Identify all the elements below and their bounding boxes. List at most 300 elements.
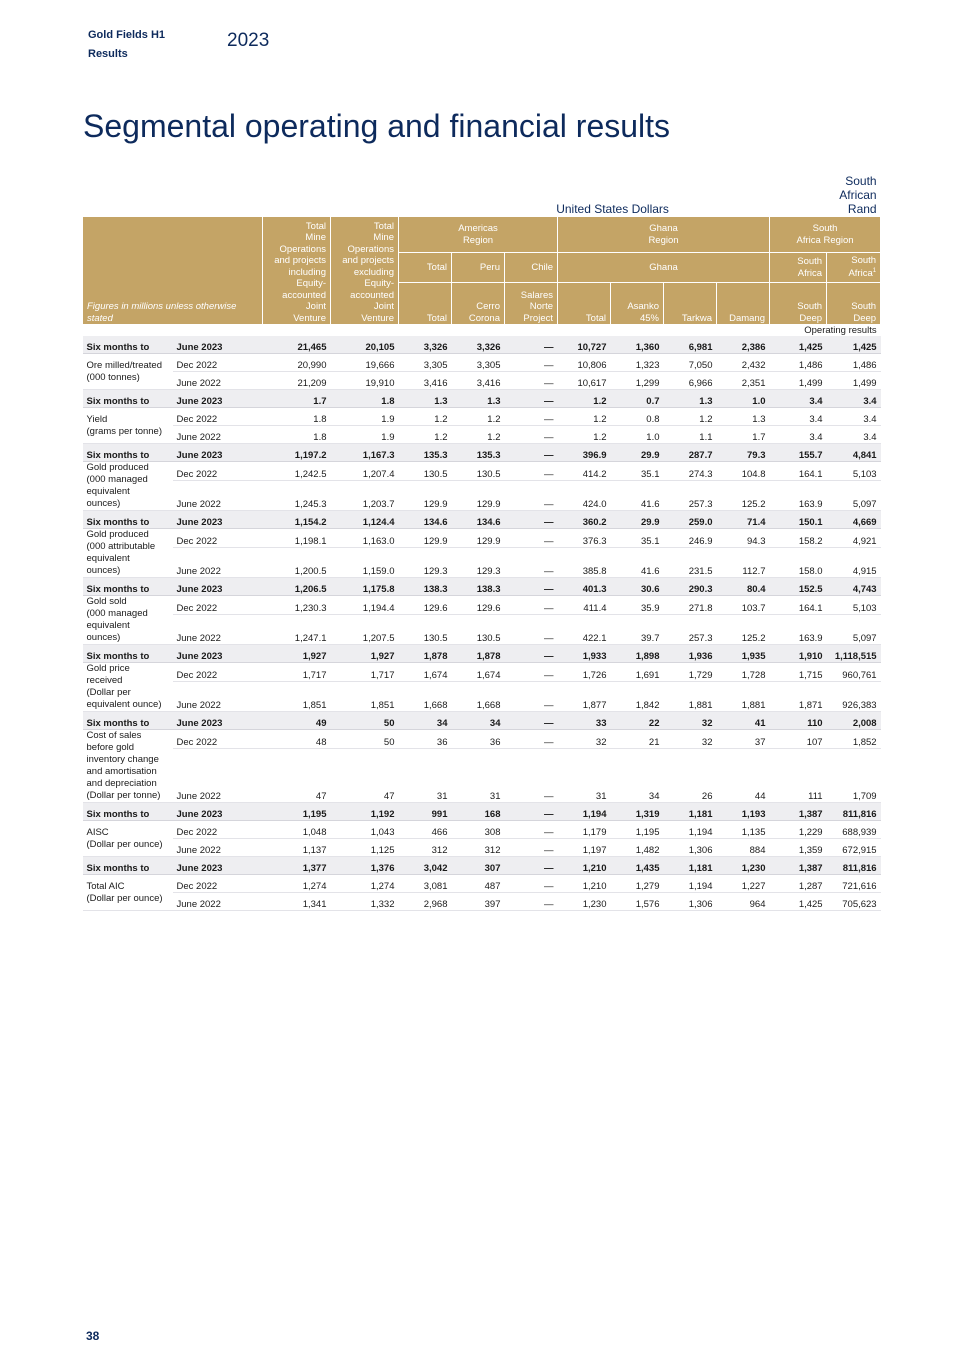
value-cell: 1,674 (452, 663, 505, 682)
value-cell: 466 (399, 821, 452, 839)
value-cell: 1,197 (558, 839, 611, 857)
value-cell: 31 (399, 748, 452, 803)
value-cell: 1,360 (611, 336, 664, 354)
period-cell: Dec 2022 (173, 875, 263, 893)
period-cell: June 2022 (173, 839, 263, 857)
value-cell: 29.9 (611, 444, 664, 462)
period-group-label: Six months to (83, 444, 173, 462)
value-cell: 26 (664, 748, 717, 803)
value-cell: 1,194 (558, 803, 611, 821)
metric-label-line: (Dollar per ounce) (86, 892, 163, 904)
value-cell: 129.3 (399, 547, 452, 577)
value-cell: 1,323 (611, 354, 664, 372)
value-cell: 1.3 (452, 390, 505, 408)
period-cell: Dec 2022 (173, 730, 263, 749)
value-cell: 31 (558, 748, 611, 803)
value-cell: 1.2 (399, 408, 452, 426)
metric-label (83, 875, 173, 911)
value-cell: 1,192 (331, 803, 399, 821)
period-cell: Dec 2022 (173, 354, 263, 372)
value-cell: 1,198.1 (263, 529, 331, 548)
data-row (83, 748, 881, 803)
value-cell: — (505, 839, 558, 857)
report-year: 2023 (227, 30, 270, 51)
value-cell: 48 (263, 730, 331, 749)
value-cell: — (505, 444, 558, 462)
period-cell: June 2022 (173, 681, 263, 711)
value-cell: 1,207.5 (331, 614, 399, 644)
value-cell: 1,319 (611, 803, 664, 821)
value-cell: 19,666 (331, 354, 399, 372)
value-cell: 1,167.3 (331, 444, 399, 462)
six-month-row (83, 803, 881, 821)
value-cell: 1,668 (399, 681, 452, 711)
value-cell: 125.2 (717, 614, 770, 644)
value-cell: 129.9 (452, 480, 505, 510)
value-cell: 1,842 (611, 681, 664, 711)
sa-region-header: South Africa Region (770, 217, 881, 253)
value-cell: 1,709 (827, 748, 881, 803)
value-cell: 152.5 (770, 578, 827, 596)
value-cell: 134.6 (452, 511, 505, 529)
value-cell: 3.4 (827, 426, 881, 444)
metric-label-line: AISC (86, 826, 109, 838)
value-cell: 1,486 (770, 354, 827, 372)
value-cell: 112.7 (717, 547, 770, 577)
data-row (83, 614, 881, 644)
period-cell: June 2022 (173, 614, 263, 644)
value-cell: 1,245.3 (263, 480, 331, 510)
value-cell: 1,206.5 (263, 578, 331, 596)
value-cell: 1,247.1 (263, 614, 331, 644)
value-cell: 34 (611, 748, 664, 803)
segmental-results-table (82, 174, 881, 911)
data-row (83, 596, 881, 615)
value-cell: 1,274 (263, 875, 331, 893)
value-cell: 1,230 (558, 893, 611, 911)
value-cell: 4,921 (827, 529, 881, 548)
americas-total-op-header: Total (399, 283, 452, 325)
south-deep-header: South Deep (770, 283, 827, 325)
value-cell: 111 (770, 748, 827, 803)
value-cell: 35.1 (611, 529, 664, 548)
value-cell: 1,229 (770, 821, 827, 839)
data-row (83, 893, 881, 911)
value-cell: 422.1 (558, 614, 611, 644)
value-cell: 1,728 (717, 663, 770, 682)
value-cell: 1,125 (331, 839, 399, 857)
period-cell: June 2023 (173, 390, 263, 408)
value-cell: 487 (452, 875, 505, 893)
value-cell: 1,154.2 (263, 511, 331, 529)
metric-label-line: ounces) (86, 565, 121, 576)
value-cell: 1,230 (717, 857, 770, 875)
value-cell: — (505, 354, 558, 372)
data-row (83, 730, 881, 749)
col-total-incl-jv: Total Mine Operations and projects including Equity- accounted Joint Venture (263, 217, 331, 325)
period-cell: Dec 2022 (173, 408, 263, 426)
value-cell: 290.3 (664, 578, 717, 596)
value-cell: 155.7 (770, 444, 827, 462)
value-cell: 1,387 (770, 803, 827, 821)
value-cell: 1,576 (611, 893, 664, 911)
value-cell: 1,717 (263, 663, 331, 682)
value-cell: 49 (263, 712, 331, 730)
value-cell: 3,305 (399, 354, 452, 372)
metric-label (83, 821, 173, 857)
currency-row (83, 174, 881, 217)
value-cell: — (505, 875, 558, 893)
period-cell: June 2022 (173, 426, 263, 444)
value-cell: 3,326 (452, 336, 505, 354)
col-total-excl-jv: Total Mine Operations and projects excluding Equity- accounted Joint Venture (331, 217, 399, 325)
currency-zar: South African Rand (839, 174, 877, 216)
metric-label-line: Gold produced (86, 462, 149, 473)
value-cell: 1,881 (717, 681, 770, 711)
value-cell: 1,376 (331, 857, 399, 875)
value-cell: — (505, 336, 558, 354)
period-cell: June 2023 (173, 578, 263, 596)
value-cell: 811,816 (827, 857, 881, 875)
value-cell: 50 (331, 730, 399, 749)
metric-label (83, 730, 173, 803)
value-cell: 1.8 (263, 426, 331, 444)
value-cell: 125.2 (717, 480, 770, 510)
value-cell: 32 (664, 730, 717, 749)
period-cell: June 2023 (173, 857, 263, 875)
value-cell: 5,103 (827, 462, 881, 481)
value-cell: 1,194.4 (331, 596, 399, 615)
metric-label-line: equivalent ounce) (86, 699, 162, 710)
brand-line-1: Gold Fields H1 (88, 29, 166, 41)
value-cell: 1,927 (331, 645, 399, 663)
value-cell: 10,617 (558, 372, 611, 390)
value-cell: 47 (263, 748, 331, 803)
value-cell: 6,981 (664, 336, 717, 354)
metric-label-line: Total AIC (86, 880, 125, 892)
value-cell: 1.2 (558, 390, 611, 408)
value-cell: 2,351 (717, 372, 770, 390)
metric-label-line: and depreciation (86, 778, 157, 789)
metric-label (83, 663, 173, 712)
value-cell: 138.3 (452, 578, 505, 596)
value-cell: 1.1 (664, 426, 717, 444)
metric-label-line: equivalent (86, 620, 130, 631)
value-cell: 110 (770, 712, 827, 730)
value-cell: 424.0 (558, 480, 611, 510)
value-cell: 1,726 (558, 663, 611, 682)
value-cell: 3,042 (399, 857, 452, 875)
value-cell: 1,377 (263, 857, 331, 875)
period-cell: Dec 2022 (173, 529, 263, 548)
value-cell: — (505, 578, 558, 596)
value-cell: 2,008 (827, 712, 881, 730)
metric-label-line: (grams per tonne) (86, 425, 163, 437)
value-cell: 960,761 (827, 663, 881, 682)
value-cell: 1,332 (331, 893, 399, 911)
data-row (83, 480, 881, 510)
data-row (83, 529, 881, 548)
value-cell: 705,623 (827, 893, 881, 911)
data-row (83, 547, 881, 577)
value-cell: 1.0 (611, 426, 664, 444)
value-cell: 1,877 (558, 681, 611, 711)
period-group-label: Six months to (83, 390, 173, 408)
value-cell: 3,416 (452, 372, 505, 390)
value-cell: — (505, 614, 558, 644)
value-cell: 1,048 (263, 821, 331, 839)
value-cell: 44 (717, 748, 770, 803)
value-cell: 130.5 (399, 462, 452, 481)
metric-label-line: (000 attributable (86, 541, 156, 552)
value-cell: — (505, 748, 558, 803)
value-cell: 35.1 (611, 462, 664, 481)
peru-header: Peru (452, 253, 505, 283)
value-cell: 130.5 (399, 614, 452, 644)
south-africa-header: South Africa (770, 253, 827, 283)
metric-label-line: received (86, 675, 123, 686)
data-row (83, 875, 881, 893)
value-cell: 1.2 (452, 408, 505, 426)
value-cell: 135.3 (399, 444, 452, 462)
value-cell: — (505, 547, 558, 577)
value-cell: — (505, 857, 558, 875)
metric-label-line: Cost of sales (86, 730, 142, 741)
value-cell: — (505, 681, 558, 711)
six-month-row (83, 712, 881, 730)
metric-label-line: (Dollar per ounce) (86, 838, 163, 850)
value-cell: 672,915 (827, 839, 881, 857)
value-cell: 1,729 (664, 663, 717, 682)
value-cell: 1,200.5 (263, 547, 331, 577)
value-cell: — (505, 480, 558, 510)
period-group-label: Six months to (83, 578, 173, 596)
value-cell: 1.8 (263, 408, 331, 426)
asanko-header: Asanko 45% (611, 283, 664, 325)
value-cell: 287.7 (664, 444, 717, 462)
value-cell: 1,175.8 (331, 578, 399, 596)
value-cell: 1,425 (827, 336, 881, 354)
value-cell: 1,287 (770, 875, 827, 893)
south-africa-rand-header: South Africa$^1$ (827, 253, 881, 283)
value-cell: 307 (452, 857, 505, 875)
value-cell: 1,935 (717, 645, 770, 663)
page-title: Segmental operating and financial results (83, 108, 671, 144)
value-cell: 36 (399, 730, 452, 749)
six-month-row (83, 578, 881, 596)
value-cell: 1,195 (263, 803, 331, 821)
value-cell: 231.5 (664, 547, 717, 577)
value-cell: 1.0 (717, 390, 770, 408)
value-cell: 1,881 (664, 681, 717, 711)
period-cell: June 2022 (173, 480, 263, 510)
value-cell: 5,103 (827, 596, 881, 615)
value-cell: 4,915 (827, 547, 881, 577)
period-cell: June 2022 (173, 547, 263, 577)
value-cell: 36 (452, 730, 505, 749)
value-cell: 30.6 (611, 578, 664, 596)
currency-usd: United States Dollars (556, 202, 669, 216)
value-cell: 1,715 (770, 663, 827, 682)
value-cell: 1,118,515 (827, 645, 881, 663)
six-month-row (83, 390, 881, 408)
metric-label-line: (000 managed (86, 608, 148, 619)
value-cell: 129.6 (452, 596, 505, 615)
value-cell: 129.9 (399, 529, 452, 548)
metric-label-line: Ore milled/treated (86, 359, 163, 371)
brand-line-2: Results (88, 48, 128, 60)
metric-label-line: (Dollar per (86, 687, 131, 698)
metric-label-line: (000 tonnes) (86, 371, 140, 383)
value-cell: 134.6 (399, 511, 452, 529)
value-cell: 926,383 (827, 681, 881, 711)
value-cell: 385.8 (558, 547, 611, 577)
value-cell: 1,274 (331, 875, 399, 893)
value-cell: 259.0 (664, 511, 717, 529)
value-cell: 41 (717, 712, 770, 730)
value-cell: — (505, 730, 558, 749)
value-cell: 47 (331, 748, 399, 803)
value-cell: 33 (558, 712, 611, 730)
value-cell: 129.3 (452, 547, 505, 577)
value-cell: 246.9 (664, 529, 717, 548)
value-cell: 1,124.4 (331, 511, 399, 529)
value-cell: 1,387 (770, 857, 827, 875)
data-row (83, 372, 881, 390)
period-group-label: Six months to (83, 857, 173, 875)
value-cell: 163.9 (770, 480, 827, 510)
value-cell: 721,616 (827, 875, 881, 893)
value-cell: 150.1 (770, 511, 827, 529)
section-label: Operating results (804, 325, 877, 336)
value-cell: 376.3 (558, 529, 611, 548)
metric-label (83, 462, 173, 511)
value-cell: 1,851 (331, 681, 399, 711)
value-cell: 130.5 (452, 614, 505, 644)
period-cell: June 2022 (173, 893, 263, 911)
value-cell: 3,416 (399, 372, 452, 390)
value-cell: 2,968 (399, 893, 452, 911)
metric-label-line: ounces) (86, 632, 121, 643)
period-group-label: Six months to (83, 511, 173, 529)
value-cell: 31 (452, 748, 505, 803)
period-group-label: Six months to (83, 803, 173, 821)
value-cell: 308 (452, 821, 505, 839)
value-cell: 1,181 (664, 857, 717, 875)
value-cell: 1,179 (558, 821, 611, 839)
value-cell: 964 (717, 893, 770, 911)
value-cell: 94.3 (717, 529, 770, 548)
value-cell: 1.7 (717, 426, 770, 444)
value-cell: 2,432 (717, 354, 770, 372)
period-cell: June 2022 (173, 748, 263, 803)
value-cell: 80.4 (717, 578, 770, 596)
period-cell: June 2023 (173, 336, 263, 354)
value-cell: 19,910 (331, 372, 399, 390)
metric-label-line: equivalent (86, 553, 130, 564)
six-month-row (83, 444, 881, 462)
value-cell: 1.9 (331, 408, 399, 426)
period-cell: June 2023 (173, 444, 263, 462)
value-cell: 1,486 (827, 354, 881, 372)
metric-label-line: Gold sold (86, 596, 127, 607)
damang-header: Damang (717, 283, 770, 325)
value-cell: 158.2 (770, 529, 827, 548)
value-cell: 79.3 (717, 444, 770, 462)
header-row-region (83, 217, 881, 253)
value-cell: 1,674 (399, 663, 452, 682)
data-row (83, 354, 881, 372)
ghana-header: Ghana (558, 253, 770, 283)
metric-label-line: Yield (86, 413, 108, 425)
value-cell: 5,097 (827, 480, 881, 510)
value-cell: 7,050 (664, 354, 717, 372)
value-cell: 1,499 (827, 372, 881, 390)
data-row (83, 681, 881, 711)
value-cell: 3.4 (770, 390, 827, 408)
value-cell: 1,435 (611, 857, 664, 875)
value-cell: 32 (664, 712, 717, 730)
six-month-row (83, 511, 881, 529)
value-cell: 1.3 (664, 390, 717, 408)
value-cell: 4,841 (827, 444, 881, 462)
value-cell: 1,936 (664, 645, 717, 663)
report-brand (88, 26, 165, 64)
value-cell: 168 (452, 803, 505, 821)
value-cell: 1,210 (558, 875, 611, 893)
value-cell: 1.3 (717, 408, 770, 426)
units-note: Figures in millions unless otherwise stated (83, 217, 263, 325)
data-row (83, 462, 881, 481)
value-cell: 138.3 (399, 578, 452, 596)
value-cell: 29.9 (611, 511, 664, 529)
value-cell: 130.5 (452, 462, 505, 481)
value-cell: 884 (717, 839, 770, 857)
value-cell: 21 (611, 730, 664, 749)
period-cell: Dec 2022 (173, 462, 263, 481)
period-cell: June 2023 (173, 645, 263, 663)
value-cell: 20,105 (331, 336, 399, 354)
value-cell: 129.9 (452, 529, 505, 548)
value-cell: 1,668 (452, 681, 505, 711)
data-row (83, 408, 881, 426)
value-cell: 3,305 (452, 354, 505, 372)
value-cell: 401.3 (558, 578, 611, 596)
value-cell: 1.2 (399, 426, 452, 444)
value-cell: 1.2 (558, 426, 611, 444)
value-cell: 1,359 (770, 839, 827, 857)
value-cell: 0.8 (611, 408, 664, 426)
value-cell: 1,717 (331, 663, 399, 682)
value-cell: 2,386 (717, 336, 770, 354)
period-group-label: Six months to (83, 336, 173, 354)
value-cell: 3,326 (399, 336, 452, 354)
period-cell: June 2023 (173, 712, 263, 730)
americas-region-header: Americas Region (399, 217, 558, 253)
value-cell: 1,194 (664, 875, 717, 893)
south-deep-rand-header: South Deep (827, 283, 881, 325)
tarkwa-header: Tarkwa (664, 283, 717, 325)
value-cell: — (505, 390, 558, 408)
value-cell: 1.3 (399, 390, 452, 408)
value-cell: 21,209 (263, 372, 331, 390)
value-cell: — (505, 462, 558, 481)
value-cell: 3,081 (399, 875, 452, 893)
value-cell: 104.8 (717, 462, 770, 481)
metric-label (83, 408, 173, 444)
value-cell: 1,163.0 (331, 529, 399, 548)
value-cell: 1.9 (331, 426, 399, 444)
